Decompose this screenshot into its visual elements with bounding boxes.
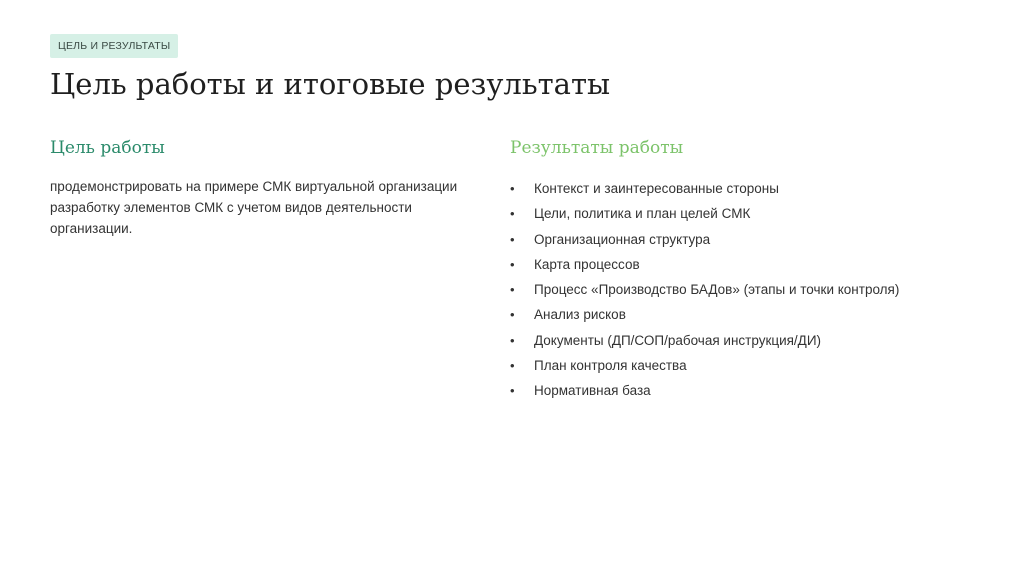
list-item-text: Нормативная база [534, 383, 651, 399]
bullet-icon: • [510, 358, 515, 374]
list-item [510, 378, 980, 403]
list-item [510, 302, 980, 327]
list-item [510, 227, 980, 252]
list-item-text: Документы (ДП/СОП/рабочая инструкция/ДИ) [534, 332, 822, 348]
bullet-icon: • [510, 231, 515, 247]
list-item-text: Контекст и заинтересованные стороны [534, 181, 779, 196]
goal-column [50, 136, 480, 239]
list-item [510, 252, 980, 277]
bullet-icon: • [510, 256, 515, 272]
section-tag: ЦЕЛЬ И РЕЗУЛЬТАТЫ [50, 34, 178, 58]
results-heading: Результаты работы [510, 138, 684, 158]
list-item-text: Анализ рисков [534, 307, 626, 323]
list-item [510, 176, 980, 201]
list-item-text: Цели, политика и план целей СМК [534, 206, 751, 222]
results-list [510, 176, 980, 404]
goal-text: продемонстрировать на примере СМК виртуальной организации разработку элементов СМК с учетом видов деятельности организации. [50, 179, 458, 236]
list-item [510, 277, 980, 302]
list-item-text: Процесс «Производство БАДов» (этапы и точки контроля) [534, 282, 900, 298]
list-item-text: Карта процессов [534, 256, 640, 272]
results-column [510, 136, 980, 404]
list-item-text: План контроля качества [534, 358, 687, 374]
list-item [510, 328, 980, 353]
list-item-text: Организационная структура [534, 231, 711, 247]
list-item [510, 353, 980, 378]
bullet-icon: • [510, 282, 515, 298]
goal-heading: Цель работы [50, 138, 165, 158]
list-item [510, 201, 980, 226]
bullet-icon: • [510, 181, 515, 196]
bullet-icon: • [510, 307, 515, 323]
bullet-icon: • [510, 383, 515, 399]
bullet-icon: • [510, 206, 515, 222]
bullet-icon: • [510, 332, 515, 348]
page-title: Цель работы и итоговые результаты [50, 67, 611, 101]
